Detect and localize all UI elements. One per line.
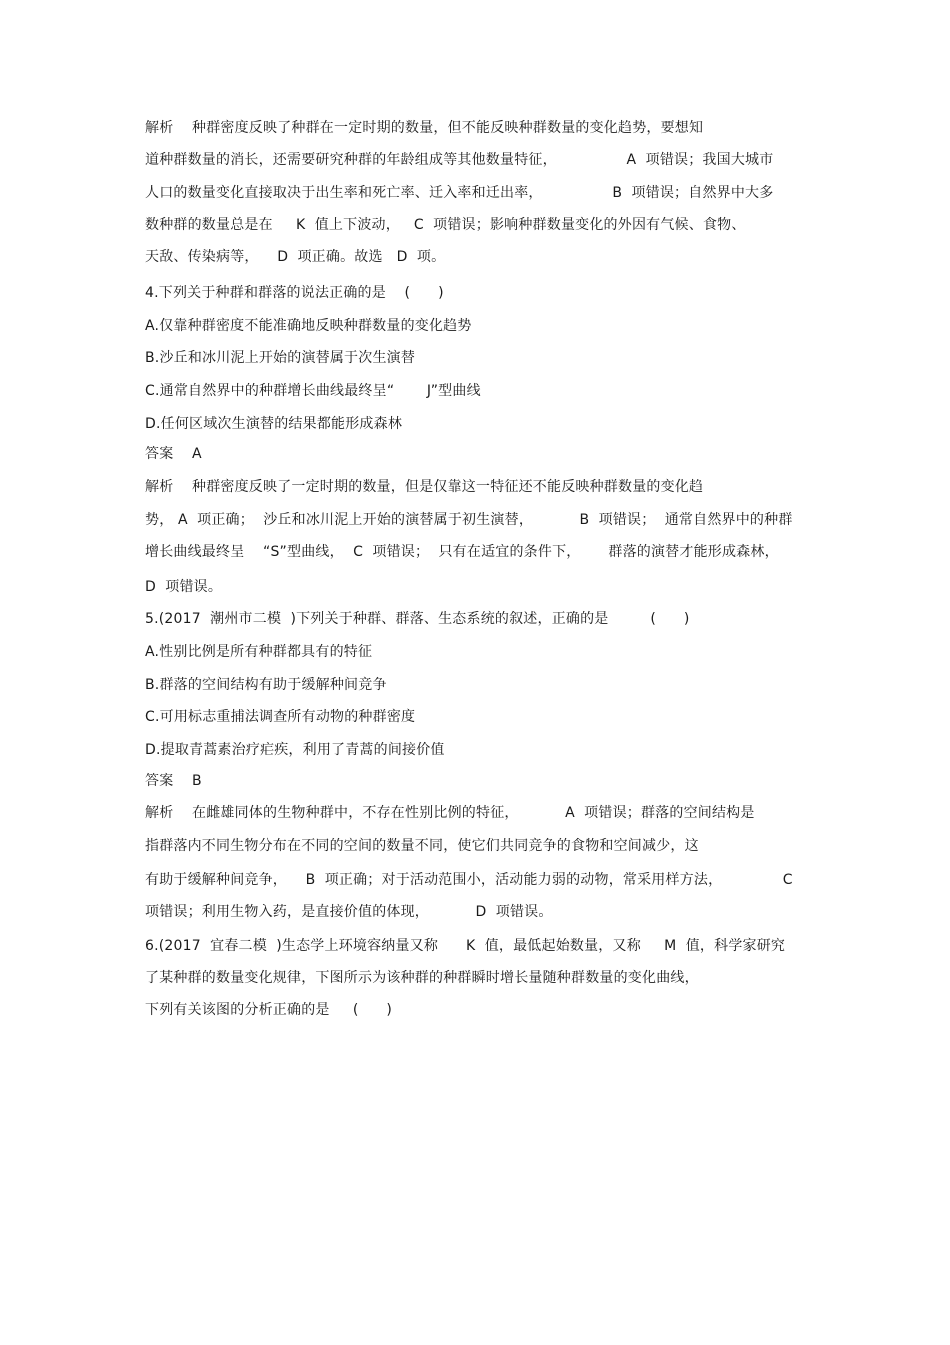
option-a: A.仅靠种群密度不能准确地反映种群数量的变化趋势	[145, 318, 472, 334]
text-line: 下列有关该图的分析正确的是 ( )	[145, 1002, 393, 1018]
text-line: 项错误；利用生物入药，是直接价值的体现， D 项错误。	[145, 904, 553, 920]
text-line: 解析 种群密度反映了种群在一定时期的数量，但不能反映种群数量的变化趋势，要想知	[145, 120, 704, 136]
text-line: 人口的数量变化直接取决于出生率和死亡率、迁入率和迁出率， B 项错误；自然界中大多	[145, 185, 774, 201]
question-4-stem: 4.下列关于种群和群落的说法正确的是 ( )	[145, 285, 444, 301]
option-c: C.通常自然界中的种群增长曲线最终呈“ J”型曲线	[145, 383, 481, 399]
question-5-stem: 5.(2017 潮州市二模 )下列关于种群、群落、生态系统的叙述，正确的是 ( )	[145, 611, 690, 627]
text-line: 有助于缓解种间竞争， B 项正确；对于活动范围小，活动能力弱的动物，常采用样方法， C	[145, 872, 793, 888]
option-d: D.任何区域次生演替的结果都能形成森林	[145, 416, 403, 432]
text-line: 指群落内不同生物分布在不同的空间的数量不同，使它们共同竞争的食物和空间减少，这	[145, 838, 699, 854]
answer-line: 答案 A	[145, 446, 202, 462]
text-line: 了某种群的数量变化规律，下图所示为该种群的种群瞬时增长量随种群数量的变化曲线，	[145, 970, 699, 986]
text-line: 解析 在雌雄同体的生物种群中，不存在性别比例的特征， A 项错误；群落的空间结构是	[145, 805, 755, 821]
option-c: C.可用标志重捕法调查所有动物的种群密度	[145, 709, 416, 725]
text-line: 增长曲线最终呈 “S”型曲线， C 项错误； 只有在适宜的条件下， 群落的演替才能形成森林，	[145, 544, 779, 560]
option-d: D.提取青蒿素治疗疟疾，利用了青蒿的间接价值	[145, 742, 445, 758]
text-line: D 项错误。	[145, 579, 223, 595]
question-6-stem: 6.(2017 宜春二模 )生态学上环境容纳量又称 K 值，最低起始数量，又称 M 值，科学家研究	[145, 938, 786, 954]
option-b: B.沙丘和冰川泥上开始的演替属于次生演替	[145, 350, 416, 366]
text-line: 势， A 项正确； 沙丘和冰川泥上开始的演替属于初生演替， B 项错误； 通常自然界中的种群	[145, 512, 793, 528]
option-b: B.群落的空间结构有助于缓解种间竞争	[145, 677, 387, 693]
answer-line: 答案 B	[145, 773, 202, 789]
text-line: 天敌、传染病等， D 项正确。故选 D 项。	[145, 249, 446, 265]
text-line: 解析 种群密度反映了一定时期的数量，但是仅靠这一特征还不能反映种群数量的变化趋	[145, 479, 704, 495]
option-a: A.性别比例是所有种群都具有的特征	[145, 644, 373, 660]
text-line: 数种群的数量总是在 K 值上下波动， C 项错误；影响种群数量变化的外因有气候、食物、	[145, 217, 746, 233]
text-line: 道种群数量的消长，还需要研究种群的年龄组成等其他数量特征， A 项错误；我国大城市	[145, 152, 774, 168]
